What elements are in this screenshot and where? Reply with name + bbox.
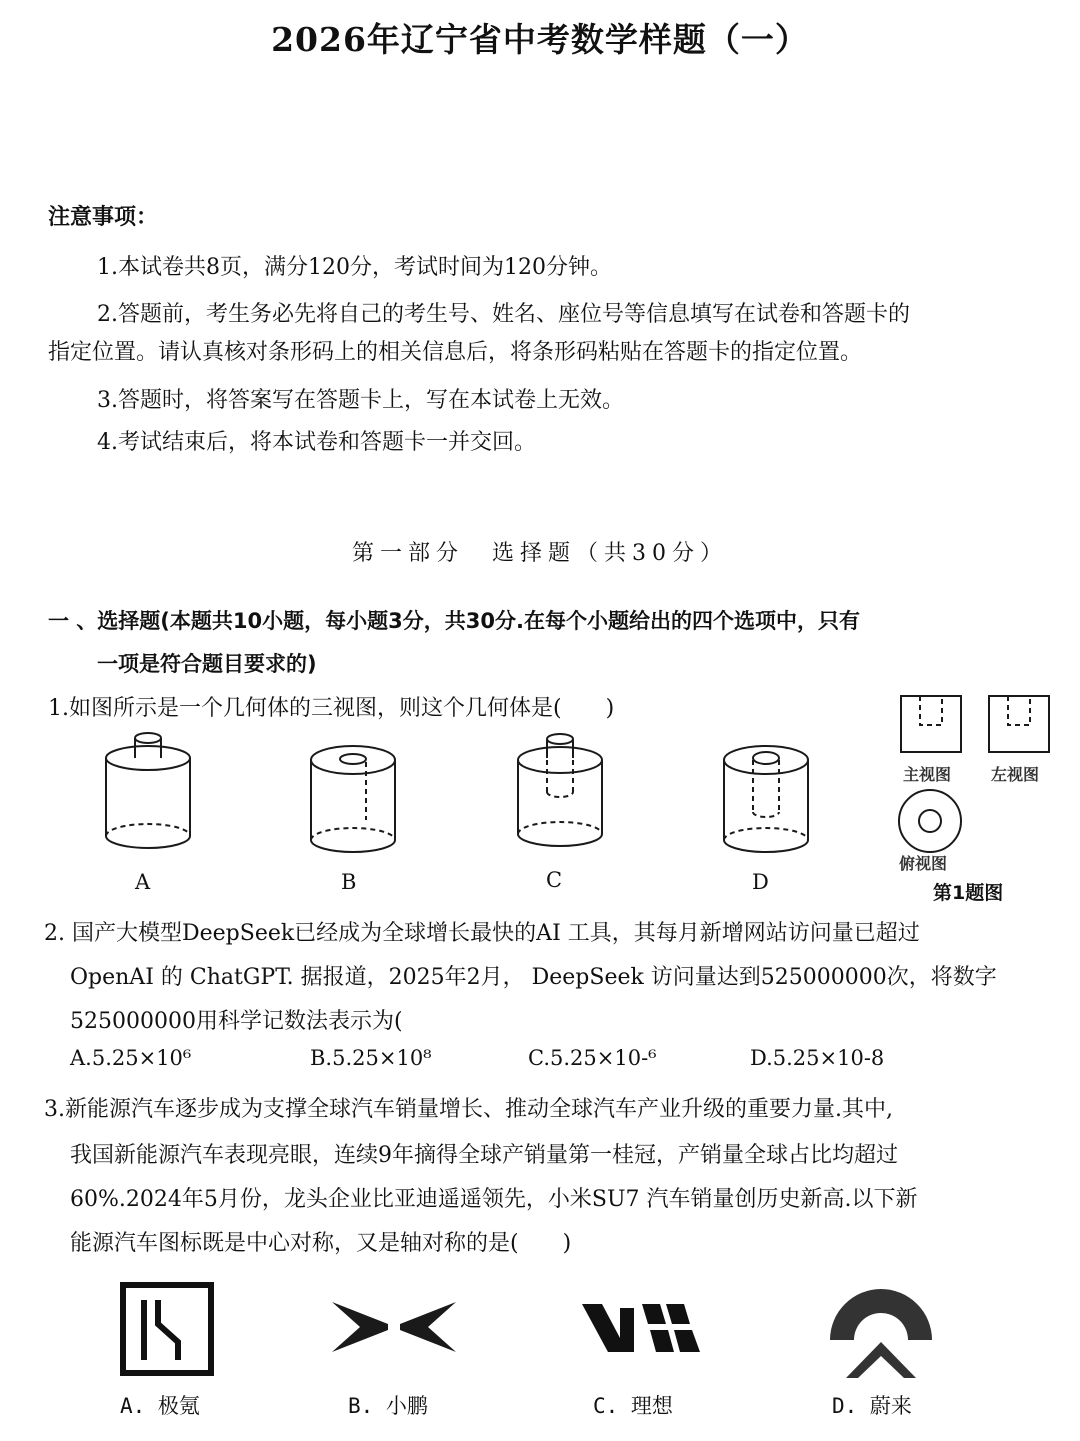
q1-option-c-figure [512, 730, 612, 855]
left-view-figure [988, 695, 1050, 755]
q3-stem-line2: 我国新能源汽车表现亮眼，连续9年摘得全球产销量第一桂冠，产销量全球占比均超过 [70, 1143, 898, 1168]
notice-item-3: 3.答题时，将答案写在答题卡上，写在本试卷上无效。 [97, 388, 624, 413]
q2-option-c: C.5.25×10-⁶ [528, 1046, 657, 1070]
q2-option-d: D.5.25×10-8 [750, 1046, 885, 1070]
top-view-figure [897, 788, 965, 856]
q2-stem-line1: 2. 国产大模型DeepSeek已经成为全球增长最快的AI 工具，其每月新增网站访问量已超过 [44, 921, 920, 946]
q3-option-d: D. 蔚来 [832, 1394, 912, 1418]
notice-item-1: 1.本试卷共8页，满分120分，考试时间为120分钟。 [97, 255, 612, 280]
notice-item-2-cont: 指定位置。请认真核对条形码上的相关信息后，将条形码粘贴在答题卡的指定位置。 [48, 340, 863, 365]
section-heading-cont: 一项是符合题目要求的) [97, 652, 317, 676]
q1-option-d-figure [718, 740, 818, 860]
q3-option-a: A. 极氪 [120, 1394, 200, 1418]
zeekr-logo-icon [120, 1282, 214, 1376]
xpeng-logo-icon [330, 1300, 458, 1354]
left-view-label: 左视图 [991, 765, 1040, 784]
q3-option-c: C. 理想 [593, 1394, 673, 1418]
q2-stem-line3: 525000000用科学记数法表示为( [70, 1009, 403, 1034]
q3-option-b: B. 小鹏 [348, 1394, 428, 1418]
q1-option-d-label: D [752, 870, 769, 894]
front-view-label: 主视图 [903, 765, 952, 784]
top-view-label: 俯视图 [899, 854, 948, 873]
q1-option-a-label: A [135, 870, 151, 894]
q1-option-c-label: C [546, 868, 563, 892]
figure-1-caption: 第1题图 [933, 882, 1004, 904]
page-title: 2026年辽宁省中考数学样题（一） [271, 20, 809, 59]
notice-heading: 注意事项： [48, 205, 159, 230]
q1-option-b-figure [305, 740, 405, 860]
q2-option-b: B.5.25×10⁸ [310, 1046, 432, 1070]
nio-logo-icon [826, 1280, 936, 1380]
notice-item-4: 4.考试结束后，将本试卷和答题卡一并交回。 [97, 430, 536, 455]
q2-option-a: A.5.25×10⁶ [70, 1046, 192, 1070]
section-heading: 一 、选择题(本题共10小题，每小题3分，共30分.在每个小题给出的四个选项中，只有 [48, 609, 860, 633]
q1-stem: 1.如图所示是一个几何体的三视图，则这个几何体是( ) [48, 696, 615, 721]
q1-option-a-figure [100, 728, 200, 856]
section-title: 第一部分 选择题（共30分） [352, 541, 728, 566]
front-view-figure [900, 695, 962, 755]
q3-stem-line4: 能源汽车图标既是中心对称，又是轴对称的是( ) [70, 1231, 572, 1256]
li-auto-logo-icon [580, 1300, 704, 1354]
notice-item-2: 2.答题前，考生务必先将自己的考生号、姓名、座位号等信息填写在试卷和答题卡的 [97, 302, 910, 327]
q3-stem-line3: 60%.2024年5月份，龙头企业比亚迪遥遥领先，小米SU7 汽车销量创历史新高.以下新 [70, 1187, 918, 1212]
q1-option-b-label: B [341, 870, 357, 894]
q3-stem-line1: 3.新能源汽车逐步成为支撑全球汽车销量增长、推动全球汽车产业升级的重要力量.其中, [44, 1097, 893, 1122]
q2-stem-line2: OpenAI 的 ChatGPT. 据报道，2025年2月， DeepSeek 访问量达到525000000次，将数字 [70, 965, 997, 990]
